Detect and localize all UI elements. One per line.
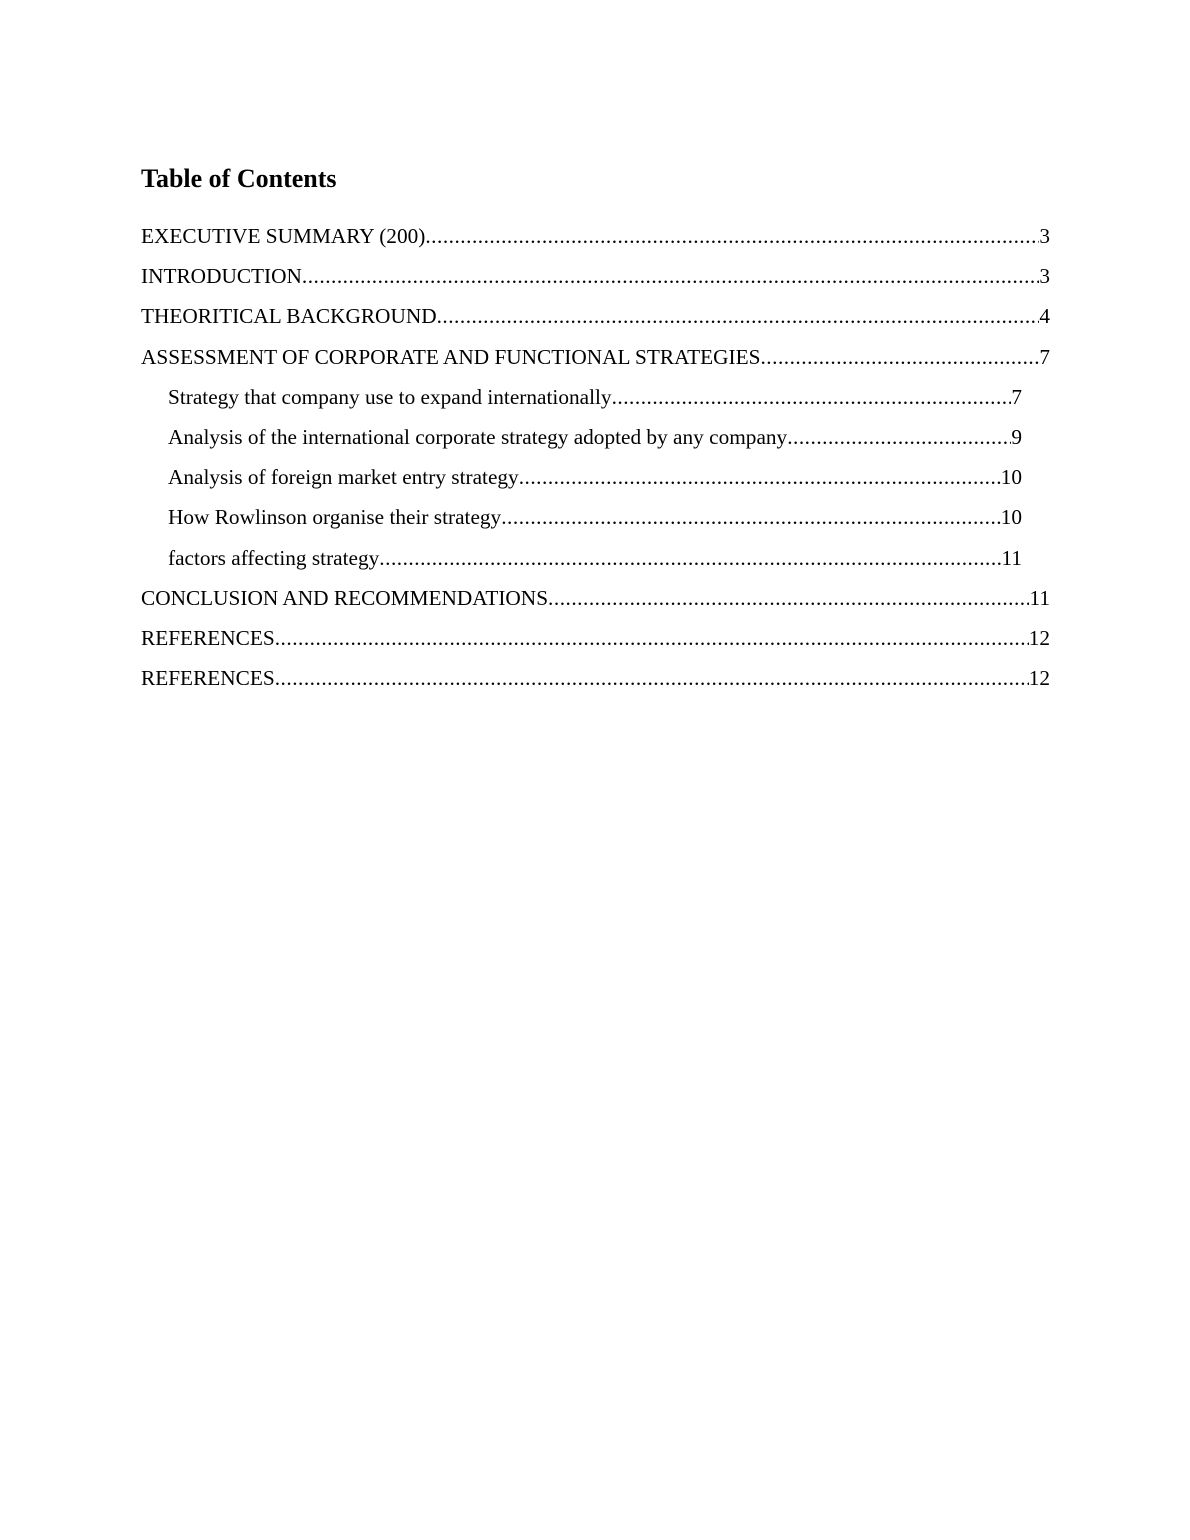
toc-heading: Table of Contents: [141, 164, 337, 193]
toc-entry-title: EXECUTIVE SUMMARY (200): [141, 224, 426, 248]
toc-dot-leader: [501, 502, 1000, 532]
toc-page-number: 12: [1028, 666, 1050, 691]
toc-subentry[interactable]: [168, 422, 1022, 462]
toc-entry[interactable]: [141, 261, 1050, 301]
toc-page-number: 11: [1001, 545, 1022, 570]
toc-entry-title: INTRODUCTION: [141, 264, 302, 289]
toc-entry-title: CONCLUSION AND RECOMMENDATIONS: [141, 585, 549, 610]
toc-entry[interactable]: [141, 663, 1050, 703]
toc-entry-title: THEORITICAL BACKGROUND: [141, 304, 437, 329]
toc-list: [141, 221, 1050, 703]
toc-entry[interactable]: [141, 623, 1050, 663]
toc-dot-leader: [275, 663, 1029, 693]
toc-page-number: 4: [1039, 304, 1050, 329]
toc-entry-title: Analysis of foreign market entry strategy: [168, 465, 519, 490]
toc-dot-leader: [760, 342, 1039, 372]
toc-entry-title: ASSESSMENT OF CORPORATE AND FUNCTIONAL STRATEGIES: [141, 344, 761, 369]
toc-subentry[interactable]: [168, 502, 1022, 542]
toc-entry-title: REFERENCES: [141, 625, 275, 650]
toc-page-number: 10: [1000, 505, 1022, 530]
toc-dot-leader: [379, 543, 1001, 573]
toc-entry-title: Analysis of the international corporate strategy adopted by any company: [168, 424, 788, 449]
toc-dot-leader: [548, 583, 1029, 613]
toc-dot-leader: [519, 462, 1001, 492]
toc-dot-leader: [787, 422, 1011, 452]
toc-dot-leader: [275, 623, 1029, 653]
toc-subentry[interactable]: [168, 462, 1022, 502]
toc-dot-leader: [302, 261, 1039, 291]
toc-page-number: 10: [1000, 465, 1022, 490]
toc-entry[interactable]: [141, 301, 1050, 341]
toc-page-number: 12: [1028, 625, 1050, 650]
toc-subentry[interactable]: [168, 382, 1022, 422]
toc-page-number: 11: [1029, 585, 1050, 610]
toc-subentry[interactable]: [168, 543, 1022, 583]
toc-page-number: 7: [1039, 344, 1050, 369]
toc-entry[interactable]: [141, 342, 1050, 382]
toc-entry-title: factors affecting strategy: [168, 545, 380, 570]
toc-dot-leader: [612, 382, 1012, 412]
toc-page-number: 3: [1039, 264, 1050, 289]
toc-page-number: 9: [1011, 424, 1022, 449]
toc-entry[interactable]: [141, 221, 1050, 261]
toc-entry[interactable]: [141, 583, 1050, 623]
toc-dot-leader: [437, 301, 1040, 331]
toc-page-number: 7: [1011, 384, 1022, 409]
toc-dot-leader: [425, 221, 1039, 251]
toc-entry-title: How Rowlinson organise their strategy: [168, 505, 502, 530]
toc-entry-title: REFERENCES: [141, 666, 275, 691]
toc-entry-title: Strategy that company use to expand internationally: [168, 384, 612, 409]
toc-page-number: 3: [1039, 224, 1050, 248]
